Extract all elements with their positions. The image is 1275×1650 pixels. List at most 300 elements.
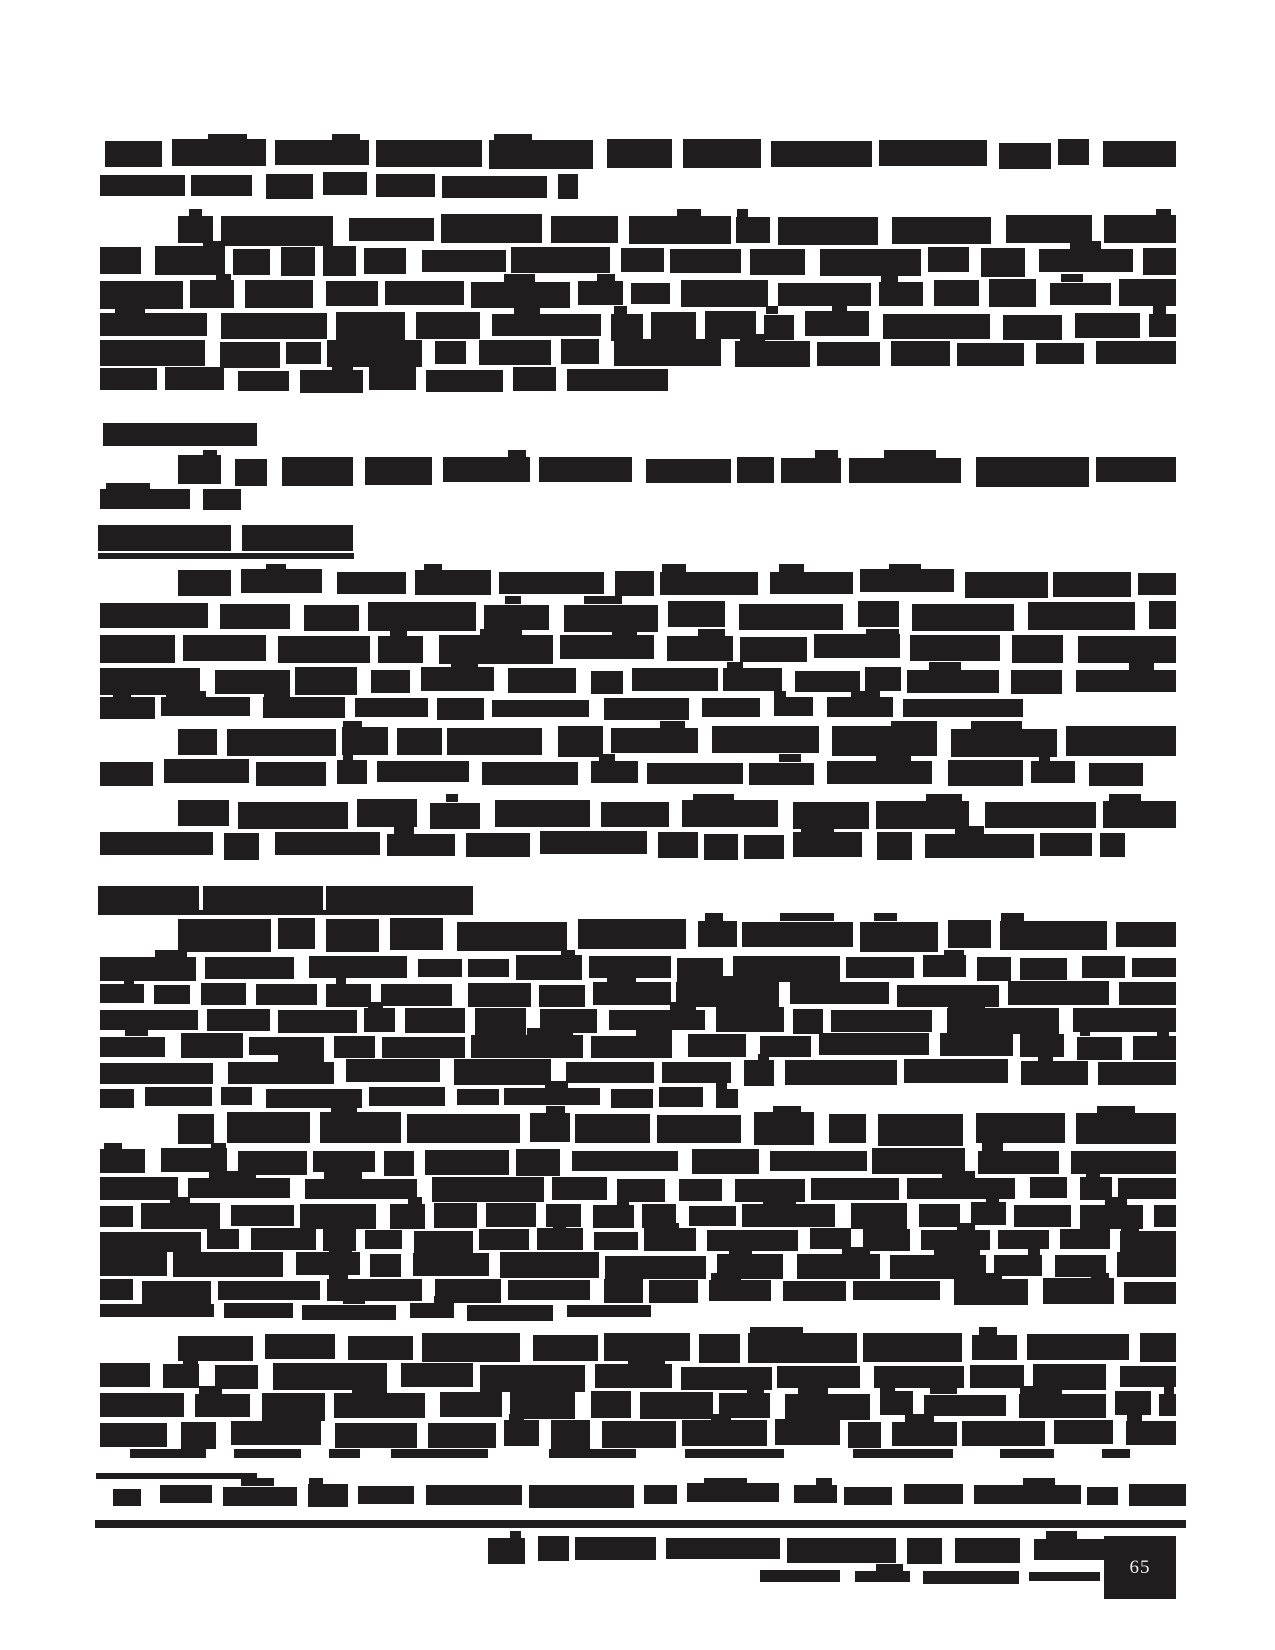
redacted-word (611, 314, 643, 341)
redacted-word (876, 801, 969, 829)
redacted-word (944, 950, 964, 958)
redacted-word (441, 214, 542, 243)
redacted-word (1038, 1054, 1053, 1062)
redacted-word (300, 370, 363, 393)
redacted-word (928, 247, 969, 272)
redacted-word (989, 279, 1036, 307)
redacted-word (602, 1421, 676, 1448)
redacted-word (508, 1280, 589, 1300)
redacted-word (982, 1143, 1004, 1151)
redacted-word (209, 1171, 256, 1179)
redacted-word (510, 1531, 521, 1539)
redacted-word (364, 248, 406, 274)
redacted-word (1098, 1062, 1176, 1085)
redacted-word (880, 1391, 913, 1415)
redacted-word (336, 976, 346, 984)
redacted-line (100, 368, 668, 393)
redacted-word (591, 671, 623, 694)
redacted-word (332, 362, 353, 370)
redacted-word (660, 721, 684, 729)
redacted-word (444, 1247, 466, 1255)
redacted-word (439, 635, 554, 664)
redacted-word (309, 956, 407, 978)
redacted-word (748, 1333, 857, 1363)
redacted-word (216, 274, 231, 282)
redacted-line (178, 215, 1176, 244)
heading-underline (98, 910, 473, 915)
redacted-word (382, 1037, 465, 1058)
redacted-word (1127, 1414, 1142, 1422)
redacted-word (334, 1036, 374, 1058)
redacted-word (418, 959, 462, 977)
redacted-word (275, 140, 370, 165)
redacted-word (815, 450, 838, 458)
redacted-word (163, 1364, 199, 1388)
redacted-word (278, 1010, 357, 1033)
redacted-word (220, 604, 290, 629)
footnote-separator-rule (96, 1473, 257, 1479)
redacted-word (1076, 1113, 1176, 1144)
redacted-word (998, 1230, 1049, 1249)
redacted-line (100, 1149, 1176, 1174)
redacted-word (688, 1034, 746, 1057)
redacted-word (537, 1228, 583, 1250)
redacted-word (405, 1008, 465, 1033)
redacted-word (1000, 1449, 1054, 1458)
redacted-word (1027, 1334, 1129, 1360)
redacted-word (999, 143, 1051, 169)
redacted-word (793, 802, 869, 829)
redacted-word (1133, 1036, 1176, 1060)
redacted-word (881, 274, 899, 282)
redacted-word (594, 1232, 638, 1250)
footer-caption-line (488, 1537, 1107, 1562)
redacted-word (1164, 1386, 1174, 1394)
redacted-word (1124, 1282, 1176, 1304)
redacted-word (595, 1364, 672, 1388)
redacted-word (617, 1197, 628, 1205)
redacted-word (1119, 279, 1176, 306)
redacted-word (238, 371, 289, 391)
redacted-word (763, 1197, 797, 1205)
redacted-word (529, 1485, 633, 1508)
redacted-word (774, 697, 813, 716)
redacted-word (1159, 1394, 1176, 1416)
redacted-word (371, 670, 409, 693)
redacted-word (245, 280, 313, 308)
redacted-word (716, 1089, 738, 1108)
redacted-word (1118, 1178, 1176, 1199)
redacted-word (1060, 1229, 1110, 1249)
redacted-word (1066, 726, 1176, 756)
redacted-line (100, 173, 578, 198)
redacted-word (572, 1151, 678, 1171)
redacted-word (434, 1203, 476, 1228)
redacted-word (141, 1203, 220, 1229)
redacted-word (376, 174, 435, 197)
redacted-word (1003, 315, 1062, 340)
redacted-word (692, 1149, 759, 1174)
redacted-word (323, 246, 356, 276)
redacted-word (883, 314, 991, 339)
redacted-word (106, 483, 150, 491)
redacted-word (505, 596, 521, 604)
redacted-word (1143, 248, 1176, 275)
redacted-line (178, 570, 1176, 596)
redacted-word (1119, 982, 1176, 1005)
redacted-word (1126, 1421, 1176, 1445)
redacted-word (454, 1059, 551, 1085)
redacted-word (682, 800, 778, 827)
redacted-word (100, 281, 183, 309)
redacted-word (739, 604, 843, 630)
redacted-word (1157, 1028, 1169, 1036)
redacted-word (1102, 1449, 1130, 1458)
redacted-word (1070, 241, 1102, 249)
redacted-word (1012, 635, 1064, 663)
redacted-word (923, 955, 966, 977)
redacted-word (1019, 1394, 1106, 1418)
redacted-word (819, 1033, 929, 1055)
redacted-word (971, 1202, 1006, 1225)
redacted-word (249, 1037, 324, 1055)
redacted-word (649, 1280, 698, 1303)
redacted-word (1006, 215, 1093, 243)
redacted-word (711, 1414, 731, 1422)
redacted-word (797, 1254, 881, 1279)
redacted-word (1085, 1223, 1098, 1231)
redacted-word (100, 957, 196, 981)
redacted-word (278, 636, 370, 663)
redacted-word (829, 1114, 867, 1143)
redacted-word (561, 950, 575, 958)
redacted-word (615, 571, 654, 596)
redacted-word (723, 668, 781, 691)
redacted-word (679, 1179, 722, 1201)
redacted-word (343, 1296, 365, 1304)
redacted-word (364, 1008, 394, 1032)
redacted-word (300, 1204, 376, 1229)
redacted-word (1061, 274, 1084, 282)
redacted-word (509, 1414, 524, 1422)
redacted-word (188, 1178, 290, 1198)
redacted-line (100, 312, 1176, 339)
redacted-word (735, 341, 810, 367)
redacted-word (629, 216, 731, 244)
redacted-word (1023, 1478, 1055, 1486)
redacted-word (591, 761, 638, 783)
redacted-word (827, 697, 893, 717)
redacted-word (313, 1151, 374, 1172)
redacted-word (781, 458, 841, 483)
redacted-word (384, 1151, 414, 1176)
redacted-word (426, 1485, 522, 1505)
redacted-word (278, 1054, 324, 1062)
redacted-word (256, 984, 318, 1005)
redacted-line (100, 1420, 1176, 1447)
redacted-word (644, 1485, 677, 1504)
redacted-line (100, 1392, 1176, 1419)
redacted-word (1039, 754, 1050, 762)
redacted-word (100, 1279, 133, 1300)
redacted-word (278, 918, 315, 949)
redacted-word (343, 754, 353, 762)
redacted-word (553, 1223, 566, 1231)
redacted-word (381, 984, 452, 1006)
redacted-word (787, 1538, 897, 1563)
redacted-word (1096, 341, 1176, 364)
redacted-word (100, 1037, 165, 1057)
redacted-word (100, 340, 205, 366)
redacted-word (224, 1303, 293, 1318)
redacted-word (853, 1449, 953, 1458)
redacted-line (100, 1203, 1176, 1228)
redacted-word (670, 249, 741, 273)
redacted-word (764, 315, 795, 340)
redacted-line (178, 919, 1176, 950)
redacted-word (227, 1112, 310, 1143)
footnote-text-line (160, 1484, 1186, 1506)
redacted-word (1011, 670, 1061, 694)
redacted-word (173, 1252, 283, 1277)
redacted-word (1115, 1391, 1151, 1415)
redacted-word (773, 1106, 801, 1114)
redacted-word (907, 1178, 1015, 1199)
redacted-word (468, 959, 509, 977)
redacted-word (437, 698, 484, 720)
redacted-word (685, 1449, 784, 1458)
redacted-word (785, 1394, 870, 1420)
redacted-word (492, 314, 602, 336)
redacted-word (702, 698, 760, 717)
redacted-word (693, 794, 734, 802)
redacted-word (233, 249, 270, 275)
redacted-word (747, 1386, 764, 1394)
redacted-word (612, 629, 637, 637)
redacted-word (632, 668, 718, 691)
redacted-word (892, 1422, 957, 1446)
page-number: 65 (1129, 1556, 1151, 1578)
redacted-word (471, 1035, 583, 1058)
heading-underline (98, 553, 354, 559)
redacted-word (853, 1281, 940, 1300)
redacted-word (100, 1304, 214, 1317)
redacted-word (100, 368, 157, 390)
redacted-word (814, 634, 900, 658)
redacted-word (891, 341, 950, 366)
redacted-word (100, 1177, 178, 1200)
redacted-word (848, 1422, 881, 1448)
redacted-word (1120, 1231, 1176, 1254)
redacted-word (1058, 139, 1089, 165)
redacted-word (560, 635, 655, 659)
redacted-word (884, 450, 936, 458)
redacted-word (100, 1089, 134, 1108)
redacted-word (1075, 313, 1140, 338)
redacted-word (218, 1281, 319, 1300)
redacted-word (737, 457, 774, 483)
redacted-word (266, 174, 313, 199)
redacted-word (842, 1247, 870, 1255)
redacted-word (903, 699, 1023, 717)
redacted-word (428, 1423, 497, 1448)
redacted-word (601, 802, 670, 827)
redacted-word (779, 564, 805, 572)
redacted-word (100, 1393, 184, 1417)
redacted-word (578, 281, 623, 305)
redacted-word (378, 636, 424, 663)
redacted-word (486, 1203, 537, 1227)
redacted-word (211, 1143, 226, 1151)
redacted-word (309, 1478, 323, 1486)
redacted-word (368, 602, 476, 631)
redacted-word (955, 826, 984, 834)
redacted-word (805, 311, 869, 336)
redacted-word (766, 306, 778, 314)
redacted-word (337, 572, 406, 594)
redacted-word (636, 1028, 672, 1036)
redacted-word (172, 139, 266, 166)
redacted-word (793, 1009, 823, 1034)
redacted-word (114, 1247, 142, 1255)
redacted-word (907, 1538, 942, 1564)
redacted-word (104, 1143, 123, 1151)
redacted-word (698, 629, 725, 637)
redacted-word (1089, 763, 1143, 786)
redacted-word (1000, 921, 1107, 950)
redacted-line (100, 1229, 1176, 1252)
redacted-word (777, 1366, 859, 1388)
redacted-word (189, 209, 202, 217)
redacted-word (266, 564, 286, 572)
redacted-word (711, 1273, 740, 1281)
redacted-word (934, 280, 979, 306)
redacted-word (410, 1303, 454, 1318)
redacted-word (343, 721, 362, 729)
redacted-word (475, 1008, 526, 1035)
redacted-word (817, 342, 881, 366)
redacted-line (105, 140, 1176, 168)
redacted-word (578, 919, 686, 949)
redacted-word (744, 835, 784, 859)
footer-caption-line (760, 1570, 1100, 1583)
redacted-word (238, 802, 348, 829)
redacted-word (342, 727, 388, 755)
redacted-word (320, 1112, 401, 1143)
redacted-word (1117, 1252, 1176, 1277)
redacted-word (1103, 141, 1176, 167)
redacted-word (337, 760, 367, 784)
redacted-word (305, 1179, 417, 1199)
redacted-word (484, 605, 549, 630)
redacted-line (130, 1449, 1130, 1458)
redacted-line (100, 1279, 1176, 1303)
redacted-line (100, 697, 1023, 718)
redacted-line (100, 956, 1176, 980)
redacted-word (566, 1062, 654, 1083)
redacted-word (976, 457, 1089, 487)
redacted-word (611, 1089, 653, 1108)
redacted-word (181, 1033, 243, 1058)
redacted-word (1100, 833, 1125, 857)
redacted-word (879, 282, 923, 306)
redacted-word (667, 636, 733, 661)
redacted-word (416, 312, 480, 339)
redacted-word (657, 1115, 740, 1143)
redacted-word (1121, 1223, 1139, 1231)
redacted-line (100, 489, 241, 512)
redacted-word (442, 176, 547, 198)
redacted-word (1030, 1177, 1067, 1198)
redacted-word (265, 1334, 335, 1359)
redacted-word (183, 635, 266, 661)
redacted-word (100, 832, 213, 855)
redacted-word (390, 629, 407, 637)
redacted-word (705, 913, 723, 921)
redacted-word (758, 1054, 768, 1062)
redacted-word (1156, 209, 1171, 217)
redacted-word (611, 728, 697, 753)
redacted-word (391, 1449, 489, 1458)
redacted-word (241, 569, 322, 593)
redacted-word (100, 1149, 145, 1173)
redacted-line (100, 982, 1176, 1006)
redacted-word (646, 459, 732, 483)
redacted-word (228, 1062, 335, 1084)
redacted-word (780, 913, 834, 921)
redacted-word (514, 306, 541, 314)
redacted-word (584, 596, 622, 604)
redacted-word (593, 982, 670, 1005)
redacted-word (1040, 833, 1092, 856)
redacted-word (100, 175, 185, 196)
redacted-word (662, 564, 687, 572)
redacted-word (207, 1229, 238, 1249)
redacted-word (876, 1564, 903, 1572)
redacted-word (651, 312, 696, 341)
redacted-word (142, 1281, 211, 1304)
redacted-word (962, 1421, 1045, 1446)
redacted-word (1034, 1539, 1107, 1560)
redacted-word (860, 922, 938, 952)
redacted-word (971, 721, 1022, 729)
redacted-word (1097, 1106, 1135, 1114)
redacted-word (223, 1487, 297, 1506)
redacted-word (689, 1206, 737, 1226)
redacted-word (203, 489, 241, 510)
redacted-line (178, 727, 1176, 756)
redacted-word (100, 1206, 133, 1227)
redacted-word (659, 1087, 703, 1107)
redacted-word (930, 1386, 958, 1394)
redacted-word (567, 1305, 651, 1317)
redacted-word (1153, 306, 1166, 314)
redacted-word (407, 1114, 520, 1143)
redacted-word (597, 274, 615, 282)
redacted-word (609, 1010, 705, 1030)
redacted-word (621, 248, 664, 272)
redacted-word (508, 668, 576, 693)
redacted-word (1043, 1278, 1114, 1304)
redacted-word (1132, 958, 1176, 977)
redacted-word (1020, 958, 1068, 980)
redacted-word (349, 218, 434, 241)
redacted-line (100, 1087, 738, 1107)
redacted-word (940, 1033, 1013, 1056)
redacted-heading-word (203, 886, 323, 910)
redacted-word (191, 175, 252, 196)
redacted-word (100, 635, 175, 663)
